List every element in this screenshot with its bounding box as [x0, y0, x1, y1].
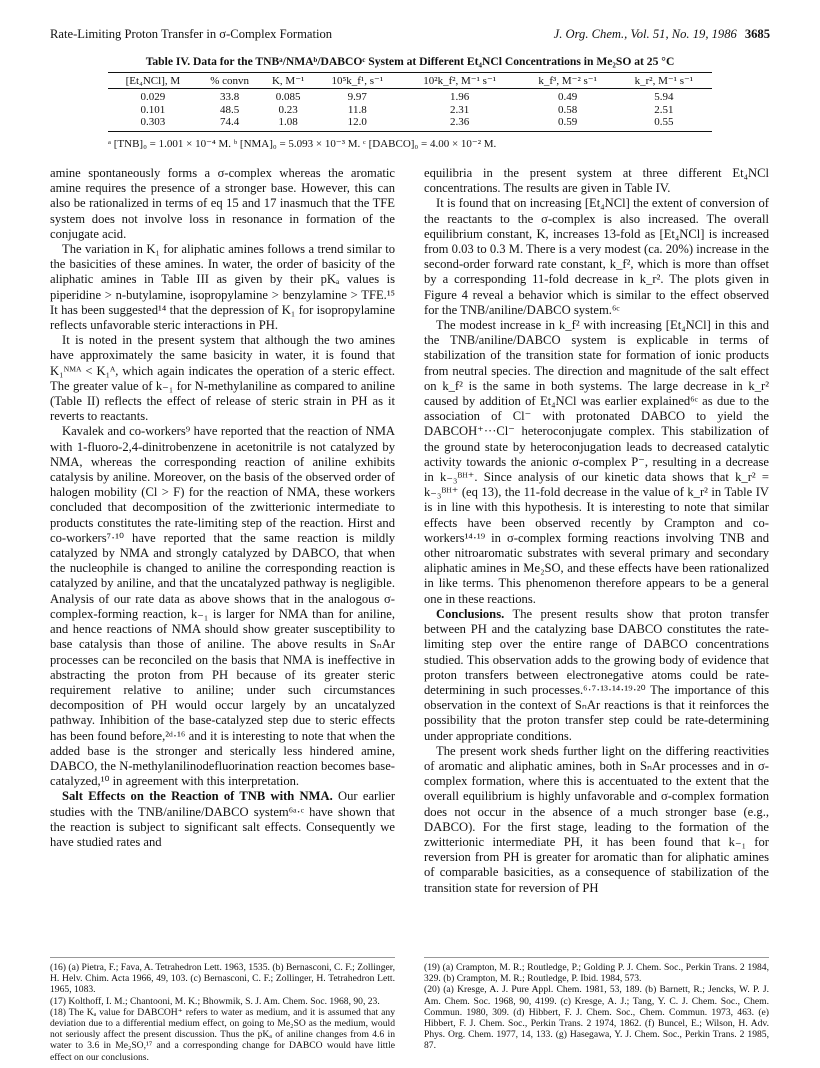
- footnote: (16) (a) Pietra, F.; Fava, A. Tetrahedron Lett. 1963, 1535. (b) Bernasconi, C. F.; Zollinger, H. Helv. Chim. Acta 1966, 49, 103. (c) Bernasconi, C. F.; Zollinger, H. Tetrahedron Lett. 1965, 1083.: [50, 962, 395, 996]
- table-header-row: [108, 73, 712, 89]
- paragraph: amine spontaneously forms a σ-complex whereas the aromatic amine requires the presence of a stronger base. However, this can also be rationalized in terms of eq 15 and 17 inasmuch that the TFE system does not involve loss in resonance in formation of the conjugate acid.: [50, 166, 395, 241]
- table-cell: 0.49: [558, 91, 578, 103]
- paragraph: The variation in K₁ for aliphatic amines follows a trend similar to the basicities of these amines. In water, the order of basicity of the aliphatic amines in Table III as given by their pKₐ values is piperidine > n-butylamine, isopropylamine > benzylamine > TFE.¹⁵ It has been suggested¹⁴ that the depression of K₁ for isopropylamine reflects unfavorable steric interactions in PH.: [50, 242, 395, 333]
- table-cell: 48.5: [220, 103, 240, 116]
- left-column: [50, 166, 395, 850]
- column-header: k_r², M⁻¹ s⁻¹: [616, 73, 712, 89]
- footnote: (17) Kolthoff, I. M.; Chantooni, M. K.; Bhowmik, S. J. Am. Chem. Soc. 1968, 90, 23.: [50, 995, 380, 1007]
- table-cell: 1.08: [262, 116, 315, 131]
- table-cell: 9.97: [347, 91, 367, 103]
- section-paragraph: [424, 607, 769, 744]
- table-cell: 2.51: [654, 103, 674, 116]
- table-caption: Table IV. Data for the TNBᵃ/NMAᵇ/DABCOᶜ System at Different Et₄NCl Concentrations in Me₂SO at 25 °C: [145, 55, 675, 68]
- paragraph: The modest increase in k_f² with increasing [Et₄NCl] in this and the TNB/aniline/DABCO system is explicable in terms of stabilization of the transition state for formation of ionic products from neutral species. The direction and magnitude of the salt effect on k_f² is the same in both systems. The large decrease in k_r² caused by addition of Et₄NCl was earlier explained⁶ᶜ as due to the association of Cl⁻ with protonated DABCO to yield the DABCOH⁺···Cl⁻ heteroconjugate complex. This stabilization of the ground state by heteroconjugation leads to decreased catalytic activity towards the anionic σ-complex P⁻, resulting in a decrease in k₋₃ᴮᴴ⁺. Since analysis of our kinetic data shows that k_r² = k₋₃ᴮᴴ⁺ (eq 13), the 11-fold decrease in the value of k_r² in Table IV is in line with this hypothesis. It is interesting to note that similar effects have been observed recently by Crampton and co-workers¹⁴·¹⁹ in σ-complex forming reactions involving TNB and other nitroaromatic substrates with several primary and secondary aliphatic amines in Me₂SO, and these effects have been rationalized in like terms. This phenomenon therefore appears to be a general one in these reactions.: [424, 318, 769, 606]
- table-cell: 12.0: [315, 116, 400, 131]
- section-paragraph: [50, 789, 395, 850]
- section-heading: Conclusions.: [436, 606, 505, 621]
- paragraph: The present work sheds further light on the differing reactivities of aromatic and aliphatic amines, both in SₙAr processes and in σ-complex formation, where this is accentuated to the extent that the overall equilibrium is highly unfavorable and σ-complex formation does not occur in the absence of a much stronger base (e.g., DABCO). For the first stage, leading to the formation of the zwitterionic intermediate PH, it has been found that k₋₁ for reversion from PH is greater for aromatic than for aliphatic amines of comparable basicities, as a consequence of stabilization of the transition state for reversion of PH: [424, 743, 769, 895]
- table-cell: 1.96: [450, 91, 470, 103]
- section-heading: Salt Effects on the Reaction of TNB with NMA.: [62, 789, 333, 804]
- footnote: (18) The Kₐ value for DABCOH⁺ refers to water as medium, and it is assumed that any deviation due to a differential medium effect, on going to Me₂SO as the medium, would not seriously affect the present discussion. Thus the pKₐ of aniline changes from 4.6 in water to 3.6 in Me₂SO,¹⁷ and a corresponding change for DABCO would have little effect on our conclusions.: [50, 1006, 395, 1063]
- journal-citation: [554, 27, 770, 42]
- column-header: k_f³, M⁻² s⁻¹: [520, 73, 616, 89]
- table-row: [108, 116, 712, 131]
- table-cell: 0.085: [275, 91, 301, 103]
- paragraph: It is found that on increasing [Et₄NCl] the extent of conversion of the reactants to the σ-complex is also increased. The overall equilibrium constant, K, increases 13-fold as [Et₄NCl] is increased from 0.03 to 0.3 M. There is a very modest (ca. 20%) increase in the second-order forward rate constant, k_f², which is more than offset by a corresponding 11-fold decrease in k_r². The plots given in Figure 4 reveal a behavior which is similar to the effect observed for the TNB/aniline/DABCO system.⁶ᶜ: [424, 196, 769, 317]
- table-cell: 11.8: [347, 103, 367, 116]
- footnotes-right: [424, 957, 769, 1052]
- section-text: Our earlier studies with the TNB/aniline/DABCO system⁶ᵃ·ᶜ have shown that the reaction is subject to significant salt effects. Consequently we have studied rates and: [50, 789, 396, 849]
- table-cell: 0.58: [558, 103, 578, 116]
- column-header: 10⁵k_f¹, s⁻¹: [315, 73, 400, 89]
- table-cell: 2.31: [450, 103, 470, 116]
- running-title: Rate-Limiting Proton Transfer in σ-Complex Formation: [50, 27, 333, 41]
- journal-name: J. Org. Chem., Vol. 51, No. 19, 1986: [553, 27, 737, 41]
- table-cell: 0.59: [520, 116, 616, 131]
- footnote: (19) (a) Crampton, M. R.; Routledge, P.; Golding P. J. Chem. Soc., Perkin Trans. 2 1984, 329. (b) Crampton, M. R.; Routledge, P. Ibid. 1984, 573.: [424, 962, 769, 985]
- table-footnote: ᵃ [TNB]₀ = 1.001 × 10⁻⁴ M. ᵇ [NMA]₀ = 5.093 × 10⁻³ M. ᶜ [DABCO]₀ = 4.00 × 10⁻² M.: [108, 138, 497, 150]
- data-table: [108, 72, 712, 132]
- right-column: [424, 166, 769, 896]
- page-number: 3685: [744, 27, 770, 41]
- running-head: [50, 27, 770, 43]
- table-cell: 5.94: [654, 91, 674, 103]
- footnotes-left: [50, 957, 395, 1063]
- column-header: 10²k_f², M⁻¹ s⁻¹: [400, 73, 520, 89]
- table-cell: 0.029: [140, 91, 166, 103]
- table-cell: 0.303: [108, 116, 198, 131]
- column-header: [Et₄NCl], M: [108, 73, 198, 89]
- table-row: [108, 89, 712, 104]
- table-cell: 0.23: [278, 103, 298, 116]
- table-cell: 0.55: [616, 116, 712, 131]
- table-cell: 74.4: [198, 116, 262, 131]
- footnote: (20) (a) Kresge, A. J. Pure Appl. Chem. 1981, 53, 189. (b) Barnett, R.; Jencks, W. P. J. Am. Chem. Soc. 1968, 90, 4199. (c) Kresge, A. J.; Tang, Y. C. J. Chem. Soc., Chem. Commun. 1980, 309. (d) Hibbert, F. J. Chem. Soc., Chem. Commun. 1973, 463. (e) Hibbert, F. J. Chem. Soc., Perkin Trans. 2 1974, 1862. (f) Buncel, E.; Wilson, H. Adv. Phys. Org. Chem. 1977, 14, 133. (g) Hasegawa, Y. J. Chem. Soc., Perkin Trans. 2 1985, 87.: [424, 984, 769, 1052]
- table-cell: 33.8: [220, 91, 240, 103]
- column-header: % convn: [198, 73, 262, 89]
- section-text: The present results show that proton transfer between PH and the catalyzing base DABCO constitutes the rate-limiting step over the entire range of DABCO concentrations studied. This observation adds to the growing body of evidence that proton transfers between electronegative atoms could be rate-determining in such processes.⁶·⁷·¹³·¹⁴·¹⁹·²⁰ The importance of this observation in the context of SₙAr reactions is that it reinforces the possibility that the proton transfer step could be rate-determining under appropriate conditions.: [424, 606, 769, 743]
- paragraph: equilibria in the present system at three different Et₄NCl concentrations. The results are given in Table IV.: [424, 166, 769, 196]
- paragraph: Kavalek and co-workers⁹ have reported that the reaction of NMA with 1-fluoro-2,4-dinitrobenzene in acetonitrile is not catalyzed by NMA, whereas the corresponding reaction of aniline exhibits catalysis by aniline. Moreover, on the basis of the observed order of halogen mobility (Cl > F) for the reaction of NMA, these workers concluded that decomposition of the zwitterionic intermediate to products constitutes the rate-limiting step of the reaction. Hirst and co-workers⁷·¹⁰ have reported that the same reaction is mildly catalyzed by NMA and strongly catalyzed by DABCO, that when the nucleophile is changed to aniline the corresponding reaction is catalyzed by aniline, and that the uncatalyzed pathway is negligible. Analysis of our rate data as above shows that in the analogous σ-complex-forming reaction, k₋₁ is larger for NMA than for aniline, and hence reactions of NMA should show greater susceptibility to base catalysis than those of aniline. The above results in SₙAr processes can be reconciled on the basis that NMA is ineffective in abstracting the proton from PH because of its greater steric requirement relative to aniline; under such circumstances decomposition of PH would occur largely by an uncatalyzed pathway. Inhibition of the base-catalyzed step due to steric effects has been found before,²ᵈ·¹⁶ and it is interesting to note that when the added base is the stronger and sterically less hindered amine, DABCO, the N-methylanilinodefluorination reaction becomes base-catalyzed,¹⁰ in agreement with this interpretation.: [50, 424, 395, 789]
- table-row: [108, 104, 712, 117]
- column-header: K, M⁻¹: [262, 73, 315, 89]
- paragraph: It is noted in the present system that although the two amines have approximately the same basicity in water, it is found that K₁ᴺᴹᴬ < K₁ᴬ, which again indicates the operation of a steric effect. The greater value of k₋₁ for N-methylaniline as compared to aniline (Table II) reflects the effect of release of steric strain in PH as it reverts to reactants.: [50, 333, 395, 424]
- table-cell: 2.36: [400, 116, 520, 131]
- table-cell: 0.101: [140, 103, 166, 116]
